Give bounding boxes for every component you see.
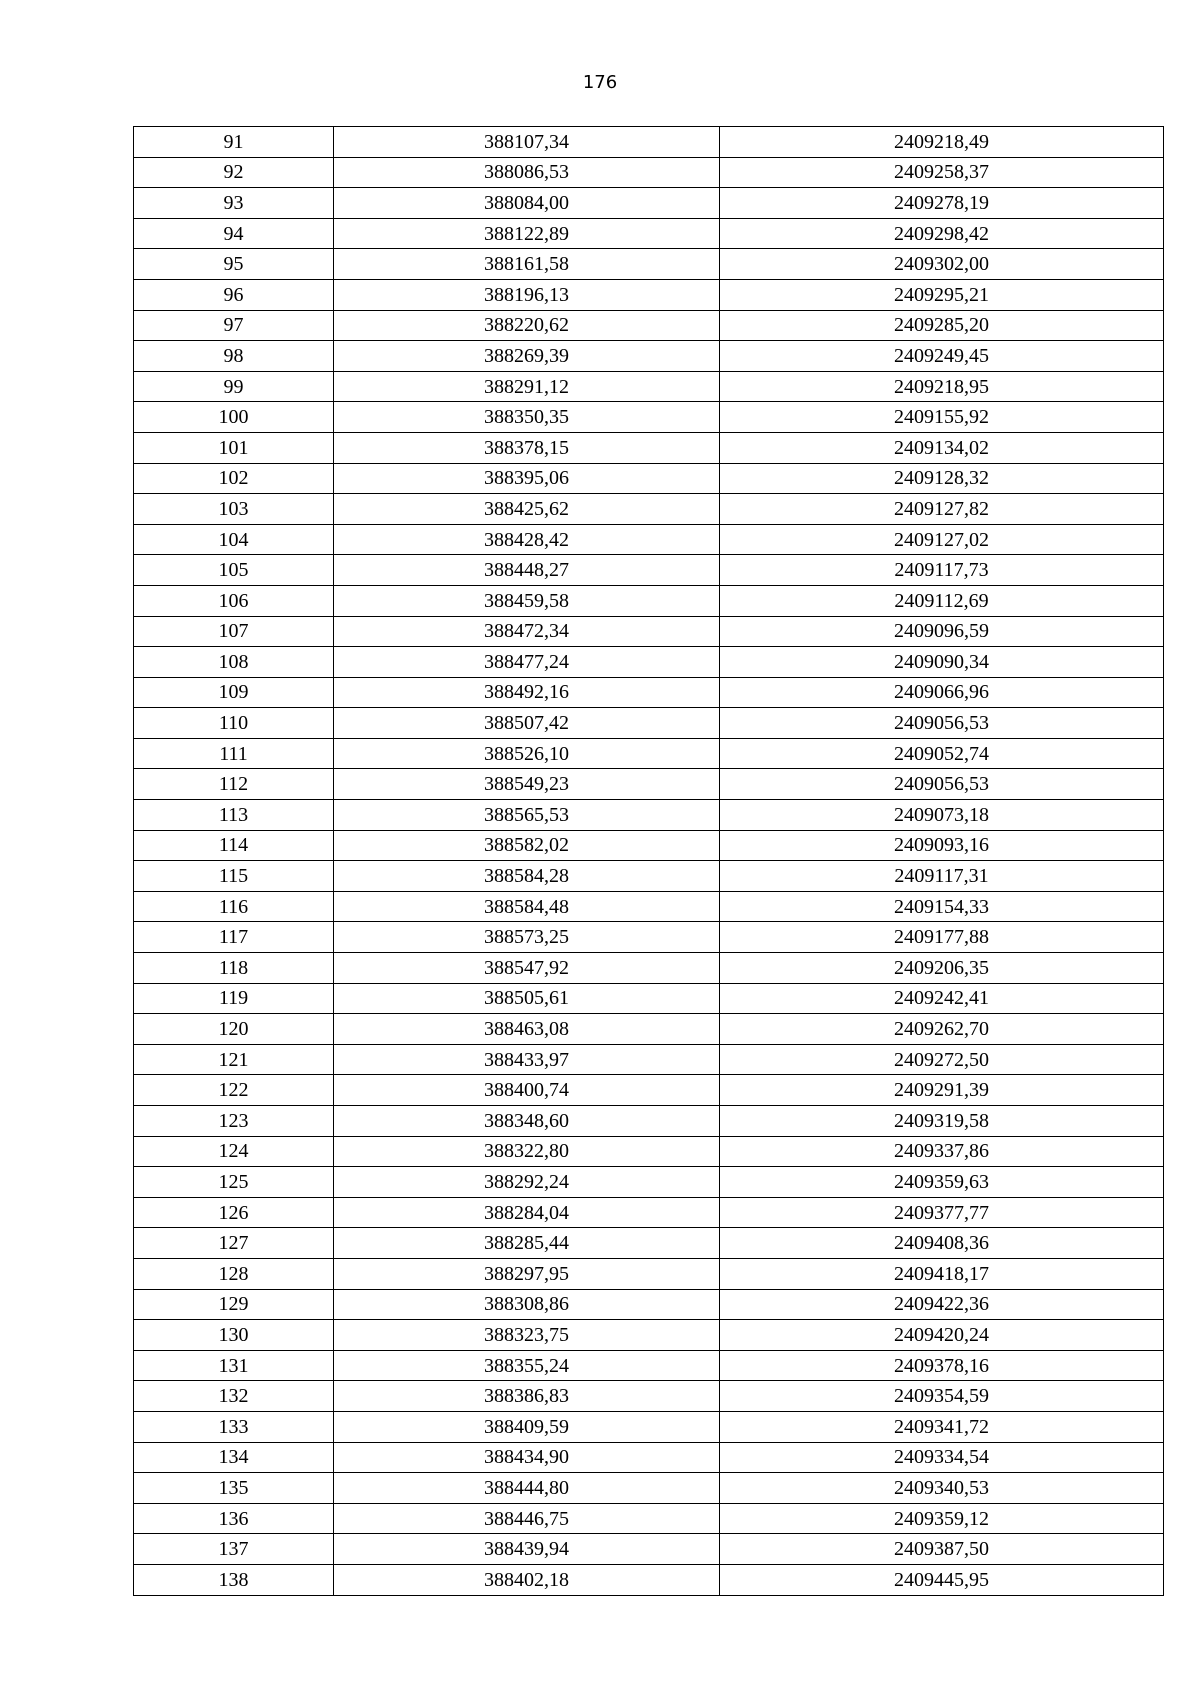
x-coordinate-cell: 388439,94 [334, 1534, 720, 1565]
table-row [134, 769, 1164, 800]
table-row [134, 524, 1164, 555]
x-coordinate-cell: 388477,24 [334, 647, 720, 678]
x-coordinate-cell: 388409,59 [334, 1411, 720, 1442]
y-coordinate-cell: 2409249,45 [720, 341, 1164, 372]
table-row [134, 922, 1164, 953]
point-number-cell: 125 [134, 1167, 334, 1198]
y-coordinate-cell: 2409218,49 [720, 127, 1164, 158]
x-coordinate-cell: 388395,06 [334, 463, 720, 494]
y-coordinate-cell: 2409073,18 [720, 800, 1164, 831]
x-coordinate-cell: 388386,83 [334, 1381, 720, 1412]
table-row [134, 1442, 1164, 1473]
point-number-cell: 110 [134, 708, 334, 739]
point-number-cell: 98 [134, 341, 334, 372]
x-coordinate-cell: 388428,42 [334, 524, 720, 555]
y-coordinate-cell: 2409418,17 [720, 1258, 1164, 1289]
y-coordinate-cell: 2409218,95 [720, 371, 1164, 402]
table-row [134, 738, 1164, 769]
y-coordinate-cell: 2409056,53 [720, 769, 1164, 800]
y-coordinate-cell: 2409093,16 [720, 830, 1164, 861]
y-coordinate-cell: 2409359,63 [720, 1167, 1164, 1198]
x-coordinate-cell: 388084,00 [334, 188, 720, 219]
point-number-cell: 134 [134, 1442, 334, 1473]
x-coordinate-cell: 388161,58 [334, 249, 720, 280]
y-coordinate-cell: 2409445,95 [720, 1564, 1164, 1595]
y-coordinate-cell: 2409052,74 [720, 738, 1164, 769]
x-coordinate-cell: 388323,75 [334, 1320, 720, 1351]
x-coordinate-cell: 388378,15 [334, 432, 720, 463]
y-coordinate-cell: 2409422,36 [720, 1289, 1164, 1320]
y-coordinate-cell: 2409278,19 [720, 188, 1164, 219]
table-row [134, 861, 1164, 892]
y-coordinate-cell: 2409291,39 [720, 1075, 1164, 1106]
y-coordinate-cell: 2409378,16 [720, 1350, 1164, 1381]
point-number-cell: 128 [134, 1258, 334, 1289]
x-coordinate-cell: 388400,74 [334, 1075, 720, 1106]
table-row [134, 647, 1164, 678]
point-number-cell: 132 [134, 1381, 334, 1412]
x-coordinate-cell: 388448,27 [334, 555, 720, 586]
y-coordinate-cell: 2409128,32 [720, 463, 1164, 494]
point-number-cell: 123 [134, 1106, 334, 1137]
y-coordinate-cell: 2409334,54 [720, 1442, 1164, 1473]
point-number-cell: 117 [134, 922, 334, 953]
y-coordinate-cell: 2409340,53 [720, 1473, 1164, 1504]
x-coordinate-cell: 388196,13 [334, 279, 720, 310]
table-row [134, 1197, 1164, 1228]
table-row [134, 1473, 1164, 1504]
point-number-cell: 97 [134, 310, 334, 341]
x-coordinate-cell: 388122,89 [334, 218, 720, 249]
table-row [134, 1106, 1164, 1137]
point-number-cell: 92 [134, 157, 334, 188]
table-row [134, 555, 1164, 586]
point-number-cell: 96 [134, 279, 334, 310]
y-coordinate-cell: 2409177,88 [720, 922, 1164, 953]
point-number-cell: 100 [134, 402, 334, 433]
point-number-cell: 122 [134, 1075, 334, 1106]
y-coordinate-cell: 2409377,77 [720, 1197, 1164, 1228]
coordinates-table [133, 126, 1164, 1596]
point-number-cell: 109 [134, 677, 334, 708]
point-number-cell: 113 [134, 800, 334, 831]
y-coordinate-cell: 2409408,36 [720, 1228, 1164, 1259]
point-number-cell: 133 [134, 1411, 334, 1442]
x-coordinate-cell: 388086,53 [334, 157, 720, 188]
x-coordinate-cell: 388220,62 [334, 310, 720, 341]
y-coordinate-cell: 2409155,92 [720, 402, 1164, 433]
table-row [134, 341, 1164, 372]
point-number-cell: 118 [134, 953, 334, 984]
x-coordinate-cell: 388284,04 [334, 1197, 720, 1228]
table-row [134, 463, 1164, 494]
y-coordinate-cell: 2409302,00 [720, 249, 1164, 280]
point-number-cell: 106 [134, 585, 334, 616]
table-row [134, 830, 1164, 861]
x-coordinate-cell: 388549,23 [334, 769, 720, 800]
table-row [134, 249, 1164, 280]
x-coordinate-cell: 388348,60 [334, 1106, 720, 1137]
page-number: 176 [582, 72, 618, 93]
table-row [134, 494, 1164, 525]
y-coordinate-cell: 2409337,86 [720, 1136, 1164, 1167]
point-number-cell: 93 [134, 188, 334, 219]
point-number-cell: 94 [134, 218, 334, 249]
x-coordinate-cell: 388565,53 [334, 800, 720, 831]
table-row [134, 310, 1164, 341]
table-row [134, 800, 1164, 831]
x-coordinate-cell: 388573,25 [334, 922, 720, 953]
table-row [134, 585, 1164, 616]
y-coordinate-cell: 2409127,82 [720, 494, 1164, 525]
y-coordinate-cell: 2409258,37 [720, 157, 1164, 188]
point-number-cell: 131 [134, 1350, 334, 1381]
point-number-cell: 102 [134, 463, 334, 494]
table-row [134, 1350, 1164, 1381]
table-row [134, 616, 1164, 647]
table-row [134, 127, 1164, 158]
y-coordinate-cell: 2409298,42 [720, 218, 1164, 249]
x-coordinate-cell: 388492,16 [334, 677, 720, 708]
y-coordinate-cell: 2409056,53 [720, 708, 1164, 739]
table-row [134, 677, 1164, 708]
point-number-cell: 137 [134, 1534, 334, 1565]
x-coordinate-cell: 388425,62 [334, 494, 720, 525]
y-coordinate-cell: 2409154,33 [720, 891, 1164, 922]
y-coordinate-cell: 2409262,70 [720, 1014, 1164, 1045]
y-coordinate-cell: 2409295,21 [720, 279, 1164, 310]
x-coordinate-cell: 388582,02 [334, 830, 720, 861]
table-row [134, 1044, 1164, 1075]
table-row [134, 188, 1164, 219]
y-coordinate-cell: 2409272,50 [720, 1044, 1164, 1075]
y-coordinate-cell: 2409117,31 [720, 861, 1164, 892]
point-number-cell: 108 [134, 647, 334, 678]
x-coordinate-cell: 388547,92 [334, 953, 720, 984]
point-number-cell: 112 [134, 769, 334, 800]
y-coordinate-cell: 2409359,12 [720, 1503, 1164, 1534]
x-coordinate-cell: 388308,86 [334, 1289, 720, 1320]
x-coordinate-cell: 388526,10 [334, 738, 720, 769]
table-row [134, 1503, 1164, 1534]
x-coordinate-cell: 388107,34 [334, 127, 720, 158]
y-coordinate-cell: 2409354,59 [720, 1381, 1164, 1412]
x-coordinate-cell: 388446,75 [334, 1503, 720, 1534]
table-row [134, 218, 1164, 249]
x-coordinate-cell: 388459,58 [334, 585, 720, 616]
table-row [134, 1564, 1164, 1595]
table-row [134, 983, 1164, 1014]
point-number-cell: 116 [134, 891, 334, 922]
table-row [134, 1075, 1164, 1106]
table-row [134, 1320, 1164, 1351]
y-coordinate-cell: 2409387,50 [720, 1534, 1164, 1565]
point-number-cell: 114 [134, 830, 334, 861]
point-number-cell: 119 [134, 983, 334, 1014]
y-coordinate-cell: 2409242,41 [720, 983, 1164, 1014]
x-coordinate-cell: 388433,97 [334, 1044, 720, 1075]
table-row [134, 371, 1164, 402]
y-coordinate-cell: 2409066,96 [720, 677, 1164, 708]
table-row [134, 708, 1164, 739]
point-number-cell: 127 [134, 1228, 334, 1259]
point-number-cell: 105 [134, 555, 334, 586]
y-coordinate-cell: 2409420,24 [720, 1320, 1164, 1351]
point-number-cell: 91 [134, 127, 334, 158]
point-number-cell: 129 [134, 1289, 334, 1320]
y-coordinate-cell: 2409096,59 [720, 616, 1164, 647]
x-coordinate-cell: 388322,80 [334, 1136, 720, 1167]
point-number-cell: 121 [134, 1044, 334, 1075]
point-number-cell: 101 [134, 432, 334, 463]
point-number-cell: 103 [134, 494, 334, 525]
table-row [134, 1534, 1164, 1565]
table-row [134, 1289, 1164, 1320]
x-coordinate-cell: 388285,44 [334, 1228, 720, 1259]
table-row [134, 1228, 1164, 1259]
table-row [134, 953, 1164, 984]
x-coordinate-cell: 388402,18 [334, 1564, 720, 1595]
y-coordinate-cell: 2409112,69 [720, 585, 1164, 616]
x-coordinate-cell: 388269,39 [334, 341, 720, 372]
point-number-cell: 104 [134, 524, 334, 555]
x-coordinate-cell: 388463,08 [334, 1014, 720, 1045]
point-number-cell: 99 [134, 371, 334, 402]
table-row [134, 1136, 1164, 1167]
y-coordinate-cell: 2409127,02 [720, 524, 1164, 555]
y-coordinate-cell: 2409319,58 [720, 1106, 1164, 1137]
table-row [134, 1411, 1164, 1442]
table-row [134, 432, 1164, 463]
x-coordinate-cell: 388355,24 [334, 1350, 720, 1381]
coordinates-table-body [134, 127, 1164, 1596]
x-coordinate-cell: 388291,12 [334, 371, 720, 402]
point-number-cell: 135 [134, 1473, 334, 1504]
point-number-cell: 126 [134, 1197, 334, 1228]
x-coordinate-cell: 388292,24 [334, 1167, 720, 1198]
table-row [134, 157, 1164, 188]
point-number-cell: 136 [134, 1503, 334, 1534]
table-row [134, 1167, 1164, 1198]
point-number-cell: 138 [134, 1564, 334, 1595]
x-coordinate-cell: 388472,34 [334, 616, 720, 647]
y-coordinate-cell: 2409341,72 [720, 1411, 1164, 1442]
point-number-cell: 111 [134, 738, 334, 769]
x-coordinate-cell: 388297,95 [334, 1258, 720, 1289]
point-number-cell: 124 [134, 1136, 334, 1167]
table-row [134, 1014, 1164, 1045]
x-coordinate-cell: 388507,42 [334, 708, 720, 739]
y-coordinate-cell: 2409134,02 [720, 432, 1164, 463]
y-coordinate-cell: 2409285,20 [720, 310, 1164, 341]
table-row [134, 279, 1164, 310]
y-coordinate-cell: 2409090,34 [720, 647, 1164, 678]
x-coordinate-cell: 388350,35 [334, 402, 720, 433]
x-coordinate-cell: 388584,48 [334, 891, 720, 922]
table-row [134, 1258, 1164, 1289]
point-number-cell: 130 [134, 1320, 334, 1351]
x-coordinate-cell: 388584,28 [334, 861, 720, 892]
y-coordinate-cell: 2409117,73 [720, 555, 1164, 586]
y-coordinate-cell: 2409206,35 [720, 953, 1164, 984]
point-number-cell: 107 [134, 616, 334, 647]
table-row [134, 891, 1164, 922]
x-coordinate-cell: 388505,61 [334, 983, 720, 1014]
x-coordinate-cell: 388444,80 [334, 1473, 720, 1504]
table-row [134, 1381, 1164, 1412]
point-number-cell: 95 [134, 249, 334, 280]
point-number-cell: 115 [134, 861, 334, 892]
x-coordinate-cell: 388434,90 [334, 1442, 720, 1473]
table-row [134, 402, 1164, 433]
point-number-cell: 120 [134, 1014, 334, 1045]
